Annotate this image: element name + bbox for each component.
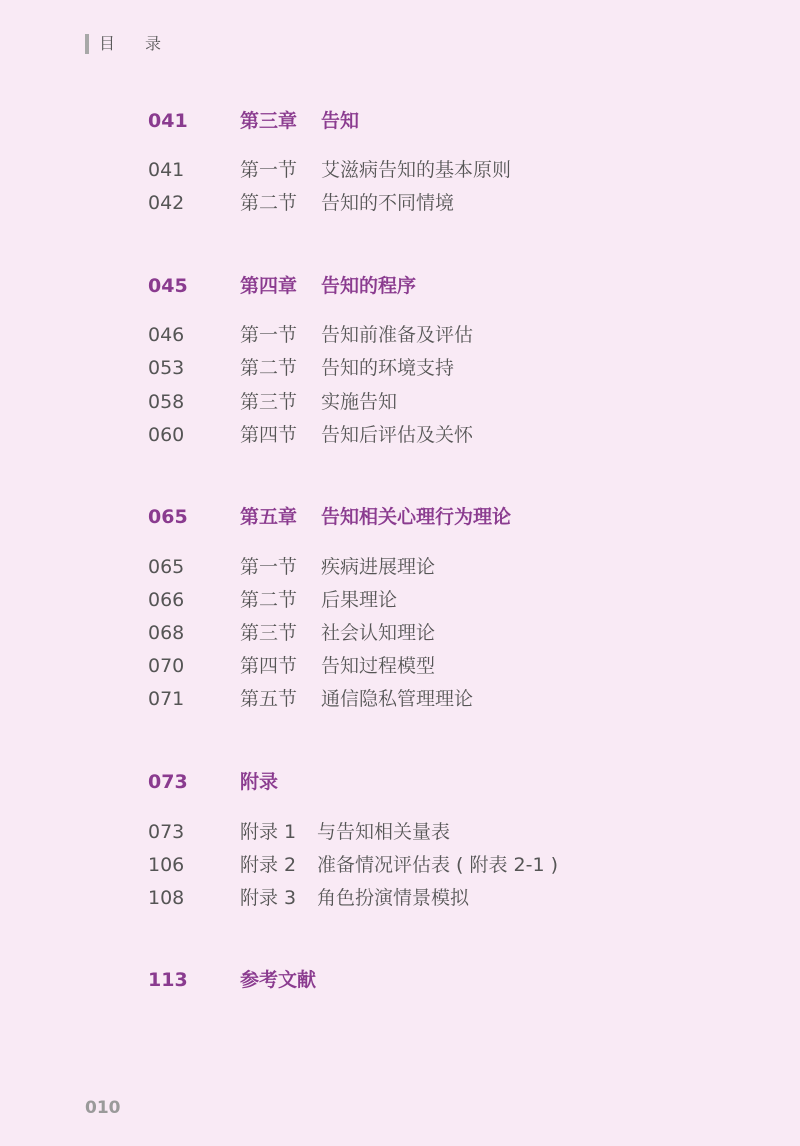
toc-appendix[interactable] [0,769,800,795]
section-label: 第二节 [240,357,298,379]
toc-section[interactable] [0,620,800,646]
header-bar [85,34,89,54]
toc-section[interactable] [0,653,800,679]
section-title: 告知过程模型 [321,655,436,677]
section-label: 第四节 [240,655,298,677]
chapter-title: 告知 [321,110,360,132]
section-title: 告知前准备及评估 [321,324,474,346]
section-title: 社会认知理论 [321,622,436,644]
section-page-number: 106 [148,854,185,876]
section-page-number: 108 [148,887,185,909]
page-header [85,34,191,54]
chapter-page-number: 073 [148,771,188,793]
section-label: 第二节 [240,589,298,611]
toc-chapter-5[interactable] [0,504,800,530]
page-number: 010 [85,1098,121,1118]
toc-section[interactable] [0,355,800,381]
chapter-title: 告知相关心理行为理论 [321,506,512,528]
chapter-page-number: 065 [148,506,188,528]
toc-references[interactable] [0,967,800,993]
toc-chapter-3[interactable] [0,108,800,134]
section-title: 艾滋病告知的基本原则 [321,159,512,181]
section-label: 第二节 [240,192,298,214]
toc-appendix-item[interactable] [0,885,800,911]
toc-section[interactable] [0,190,800,216]
section-label: 第一节 [240,556,298,578]
section-title: 告知的不同情境 [321,192,455,214]
section-title: 准备情况评估表 ( 附表 2-1 ) [317,854,559,876]
section-title: 角色扮演情景模拟 [317,887,470,909]
section-page-number: 066 [148,589,185,611]
section-page-number: 042 [148,192,185,214]
toc-chapter-4[interactable] [0,273,800,299]
chapter-page-number: 041 [148,110,188,132]
section-page-number: 041 [148,159,185,181]
section-label: 第三节 [240,391,298,413]
section-label: 第四节 [240,424,298,446]
chapter-label: 第五章 [240,506,298,528]
section-label: 附录 3 [240,887,297,909]
section-title: 通信隐私管理理论 [321,688,474,710]
section-label: 附录 1 [240,821,297,843]
toc-section[interactable] [0,389,800,415]
section-title: 告知后评估及关怀 [321,424,474,446]
toc-section[interactable] [0,157,800,183]
chapter-label: 参考文献 [240,969,317,991]
section-label: 第一节 [240,324,298,346]
chapter-label: 附录 [240,771,279,793]
section-page-number: 058 [148,391,185,413]
section-page-number: 065 [148,556,185,578]
section-label: 附录 2 [240,854,297,876]
header-title: 目录 [99,34,192,53]
toc-section[interactable] [0,422,800,448]
section-title: 疾病进展理论 [321,556,436,578]
section-page-number: 071 [148,688,185,710]
toc-section[interactable] [0,322,800,348]
toc-section[interactable] [0,554,800,580]
section-page-number: 073 [148,821,185,843]
toc-section[interactable] [0,686,800,712]
section-page-number: 070 [148,655,185,677]
section-page-number: 046 [148,324,185,346]
toc-section[interactable] [0,587,800,613]
chapter-label: 第三章 [240,110,298,132]
section-label: 第三节 [240,622,298,644]
section-page-number: 053 [148,357,185,379]
toc-appendix-item[interactable] [0,852,800,878]
section-title: 后果理论 [321,589,398,611]
toc-appendix-item[interactable] [0,819,800,845]
section-title: 实施告知 [321,391,398,413]
section-page-number: 068 [148,622,185,644]
section-title: 与告知相关量表 [317,821,451,843]
section-label: 第五节 [240,688,298,710]
chapter-page-number: 045 [148,275,188,297]
chapter-page-number: 113 [148,969,188,991]
chapter-label: 第四章 [240,275,298,297]
section-title: 告知的环境支持 [321,357,455,379]
section-page-number: 060 [148,424,185,446]
chapter-title: 告知的程序 [321,275,417,297]
section-label: 第一节 [240,159,298,181]
